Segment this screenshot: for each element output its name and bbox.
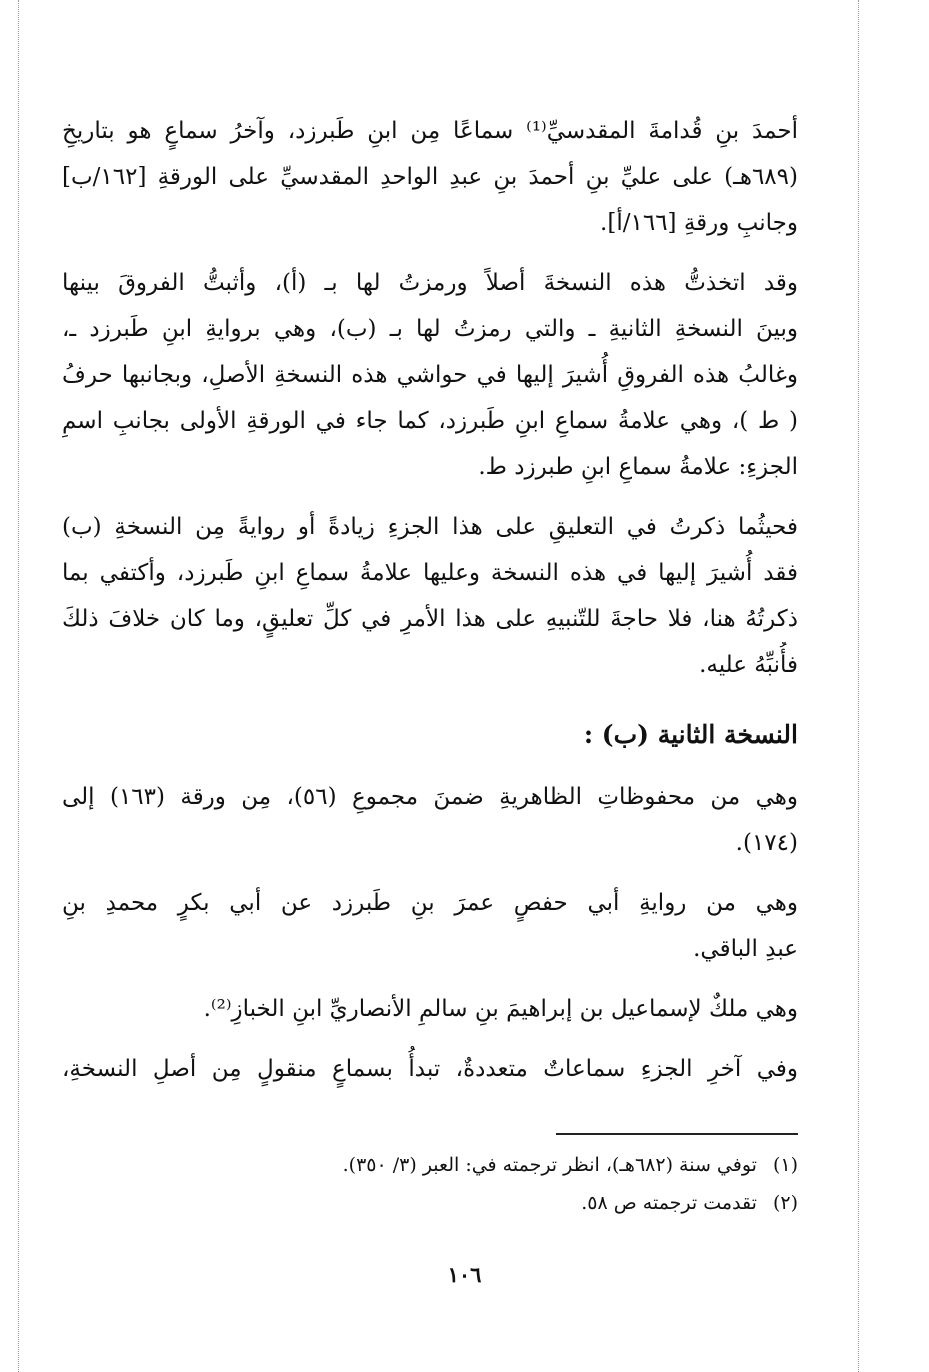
footnote-number: (١) [772,1154,798,1176]
text-line: الجزءِ: علامةُ سماعِ ابنِ طبرزد ط. [478,454,798,480]
text-line: وهي من محفوظاتِ الظاهريةِ ضمنَ مجموعِ (٥٦)، مِن ورقة (١٦٣) إلى [62,784,798,810]
paragraph-5 [62,880,798,972]
footnote-separator [556,1133,798,1135]
text-line: وهي من روايةِ أبي حفصٍ عمرَ بنِ طَبرزد عن أبي بكرٍ محمدِ بنِ [62,890,798,916]
paragraph-3 [62,504,798,688]
text-line: ( ط )، وهي علامةُ سماعِ ابنِ طَبرزد، كما جاء في الورقةِ الأولى بجانبِ اسمِ [62,408,798,434]
page-number: ١٠٦ [447,1262,482,1287]
scan-fold-line-left [18,0,19,1372]
footnote-2 [62,1184,798,1222]
paragraph-2 [62,260,798,490]
text-line: (٦٨٩هـ) على عليِّ بنِ أحمدَ بنِ عبدِ الواحدِ المقدسيِّ على الورقةِ [١٦٢/ب] [62,164,798,190]
page-body [62,108,798,1106]
text-line: وجانبِ ورقةِ [١٦٦/أ]. [600,210,798,236]
footnote-text: تقدمت ترجمته ص ٥٨. [581,1192,757,1214]
paragraph-4 [62,774,798,866]
text-line: فأُنبِّهُ عليه. [699,652,798,678]
text-line: عبدِ الباقي. [693,936,798,962]
text-line: وبينَ النسخةِ الثانيةِ ـ والتي رمزتُ لها بـ (ب)، وهي بروايةِ ابنِ طَبرزد ـ، [62,316,798,342]
text-line: وغالبُ هذه الفروقِ أُشيرَ إليها في حواشي هذه النسخةِ الأصلِ، وبجانبها حرفُ [62,362,798,388]
paragraph-7 [62,1046,798,1092]
section-heading: النسخة الثانية (ب) : [583,720,798,749]
footnote-1 [62,1146,798,1184]
text-line: ذكرتُهُ هنا، فلا حاجةَ للتّنبيهِ على هذا الأمرِ في كلِّ تعليقٍ، وما كان خلافَ ذلكَ [62,606,798,632]
footnotes [62,1146,798,1222]
paragraph-6 [62,986,798,1032]
footnote-number: (٢) [772,1192,798,1214]
paragraph-1 [62,108,798,246]
scan-fold-line-right [858,0,859,1372]
text-line: فحيثُما ذكرتُ في التعليقِ على هذا الجزءِ زيادةً أو روايةً مِن النسخةِ (ب) [62,514,798,540]
text-line: فقد أُشيرَ إليها في هذه النسخة وعليها علامةُ سماعِ ابنِ طَبرزد، وأكتفي بما [62,560,798,586]
text-line: وقد اتخذتُّ هذه النسخةَ أصلاً ورمزتُ لها بـ (أ)، وأثبتُّ الفروقَ بينها [62,270,798,296]
text-line: (١٧٤). [735,830,798,856]
text-line: وفي آخرِ الجزءِ سماعاتٌ متعددةٌ، تبدأُ بسماعٍ منقولٍ مِن أصلِ النسخةِ، [62,1056,798,1082]
text-line: أحمدَ بنِ قُدامةَ المقدسيِّ⁽¹⁾ سماعًا مِن ابنِ طَبرزد، وآخرُ سماعٍ هو بتاريخِ [62,118,798,144]
text-line: وهي ملكٌ لإسماعيل بن إبراهيمَ بنِ سالمِ الأنصاريِّ ابنِ الخبازِ⁽²⁾. [203,996,798,1022]
footnote-text: توفي سنة (٦٨٢هـ)، انظر ترجمته في: العبر (٣/ ٣٥٠). [342,1154,757,1176]
